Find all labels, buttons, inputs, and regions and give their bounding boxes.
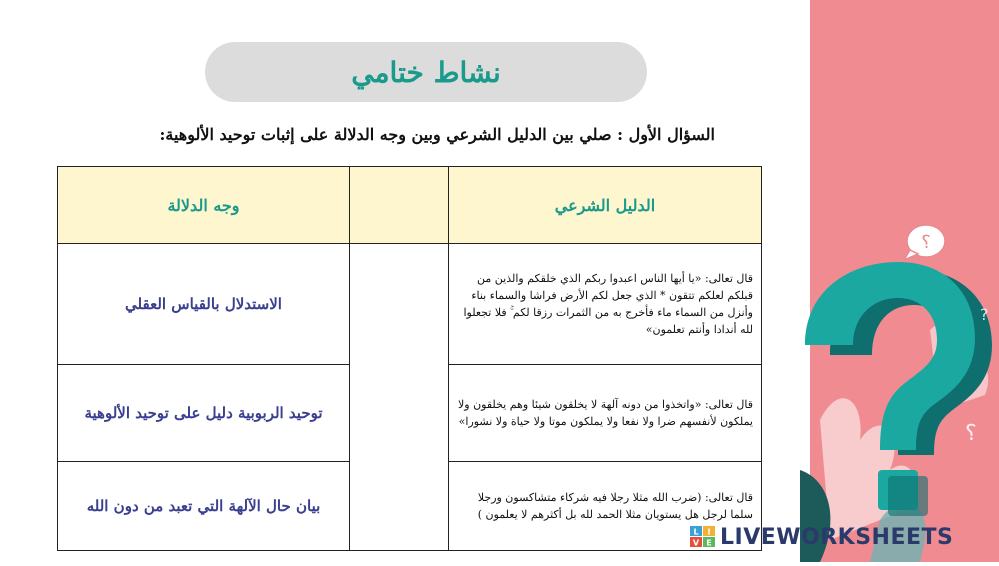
liveworksheets-brand bbox=[690, 522, 953, 552]
svg-text:E: E bbox=[706, 538, 712, 548]
evidence-item-3[interactable]: قال تعالى: (ضرب الله مثلا رجلا فيه شركاء متشاكسون ورجلا سلما لرجل هل يستويان مثلا الحمد لله بل أكثرهم لا يعلمون ) bbox=[449, 462, 762, 551]
bubble-glyph: ؟ bbox=[921, 232, 931, 253]
matching-area[interactable] bbox=[350, 244, 449, 551]
table-row bbox=[58, 244, 762, 365]
header-meaning: وجه الدلالة bbox=[58, 167, 350, 244]
decorative-side-panel bbox=[790, 0, 999, 562]
brand-text: LIVEWORKSHEETS bbox=[720, 524, 954, 550]
meaning-item-3[interactable]: بيان حال الآلهة التي تعبد من دون الله bbox=[58, 462, 350, 551]
svg-text:V: V bbox=[692, 538, 700, 548]
question-mark-illustration bbox=[790, 0, 999, 562]
svg-text:L: L bbox=[693, 527, 699, 537]
header-evidence: الدليل الشرعي bbox=[449, 167, 762, 244]
table-header-row bbox=[58, 167, 762, 244]
question-text: السؤال الأول : صلي بين الدليل الشرعي وبين وجه الدلالة على إثبات توحيد الألوهية: bbox=[159, 125, 715, 144]
speech-bubble-icon bbox=[902, 222, 946, 262]
liveworksheets-logo-icon bbox=[690, 526, 716, 548]
title-banner bbox=[205, 42, 647, 102]
svg-text:?: ? bbox=[980, 305, 989, 324]
matching-table bbox=[57, 166, 762, 551]
header-blank bbox=[350, 167, 449, 244]
meaning-item-2[interactable]: توحيد الربوبية دليل على توحيد الألوهية bbox=[58, 365, 350, 462]
svg-text:؟: ؟ bbox=[965, 421, 977, 446]
page-title: نشاط ختامي bbox=[351, 55, 501, 89]
evidence-item-1[interactable]: قال تعالى: «يا أيها الناس اعبدوا ربكم الذي خلقكم والذين من قبلكم لعلكم تتقون * الذي جعل لكم الأرض فراشا والسماء بناء وأنزل من السماء ماء فأخرج به من الثمرات رزقا لكم ۚ فلا تجعلوا لله أندادا وأنتم تعلمون» bbox=[449, 244, 762, 365]
svg-text:?: ? bbox=[790, 254, 800, 275]
svg-text:I: I bbox=[707, 527, 711, 537]
meaning-item-1[interactable]: الاستدلال بالقياس العقلي bbox=[58, 244, 350, 365]
evidence-item-2[interactable]: قال تعالى: «واتخذوا من دونه آلهة لا يخلقون شيئا وهم يخلقون ولا يملكون لأنفسهم ضرا ولا نفعا ولا يملكون موتا ولا حياة ولا نشورا» bbox=[449, 365, 762, 462]
